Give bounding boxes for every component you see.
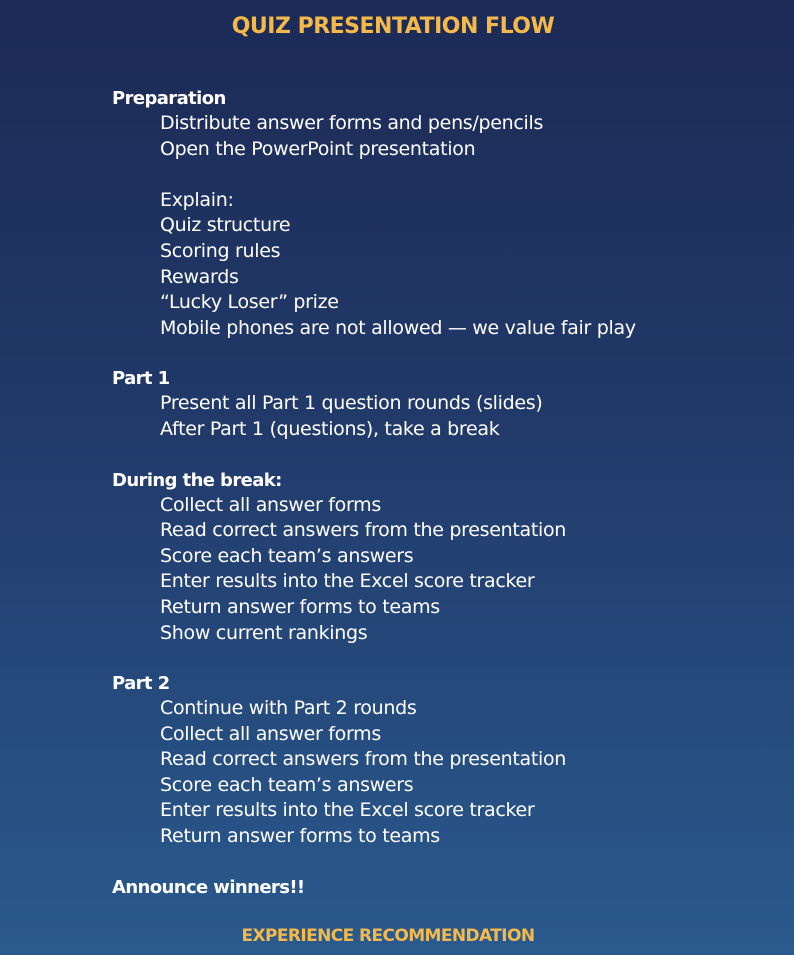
list-item: “Lucky Loser” prize [160, 291, 339, 314]
list-item: Collect all answer forms [160, 722, 381, 745]
list-item: Enter results into the Excel score tracker [160, 570, 535, 593]
list-item: After Part 1 (questions), take a break [160, 417, 500, 440]
footer-heading: EXPERIENCE RECOMMENDATION [241, 926, 535, 946]
list-item: Present all Part 1 question rounds (slides) [160, 392, 543, 415]
list-item: Return answer forms to teams [160, 825, 440, 848]
section-heading: Part 2 [112, 673, 170, 695]
list-item: Show current rankings [160, 621, 368, 644]
list-item: Enter results into the Excel score tracker [160, 799, 535, 822]
list-item: Scoring rules [160, 239, 281, 262]
flow-content [112, 86, 782, 900]
section-heading: Part 1 [112, 368, 170, 390]
list-item: Rewards [160, 265, 239, 288]
section-part2 [112, 671, 782, 850]
list-item: Read correct answers from the presentation [160, 748, 567, 771]
section-heading: During the break: [112, 469, 282, 491]
page-title: QUIZ PRESENTATION FLOW [231, 14, 555, 39]
list-item: Quiz structure [160, 214, 291, 237]
section-break [112, 468, 782, 647]
announce-winners: Announce winners!! [112, 876, 305, 898]
explain-label: Explain: [160, 188, 234, 211]
list-item: Continue with Part 2 rounds [160, 697, 417, 720]
section-announce [112, 875, 782, 900]
list-item: Return answer forms to teams [160, 595, 440, 618]
list-item: Distribute answer forms and pens/pencils [160, 112, 544, 134]
section-part1 [112, 366, 782, 442]
list-item: Mobile phones are not allowed — we value fair play [160, 316, 636, 339]
list-item: Read correct answers from the presentation [160, 519, 567, 542]
section-preparation [112, 86, 782, 341]
list-item: Open the PowerPoint presentation [160, 137, 476, 160]
list-item: Score each team’s answers [160, 544, 414, 567]
section-heading: Preparation [112, 88, 226, 109]
list-item: Collect all answer forms [160, 493, 381, 516]
list-item: Score each team’s answers [160, 773, 414, 796]
